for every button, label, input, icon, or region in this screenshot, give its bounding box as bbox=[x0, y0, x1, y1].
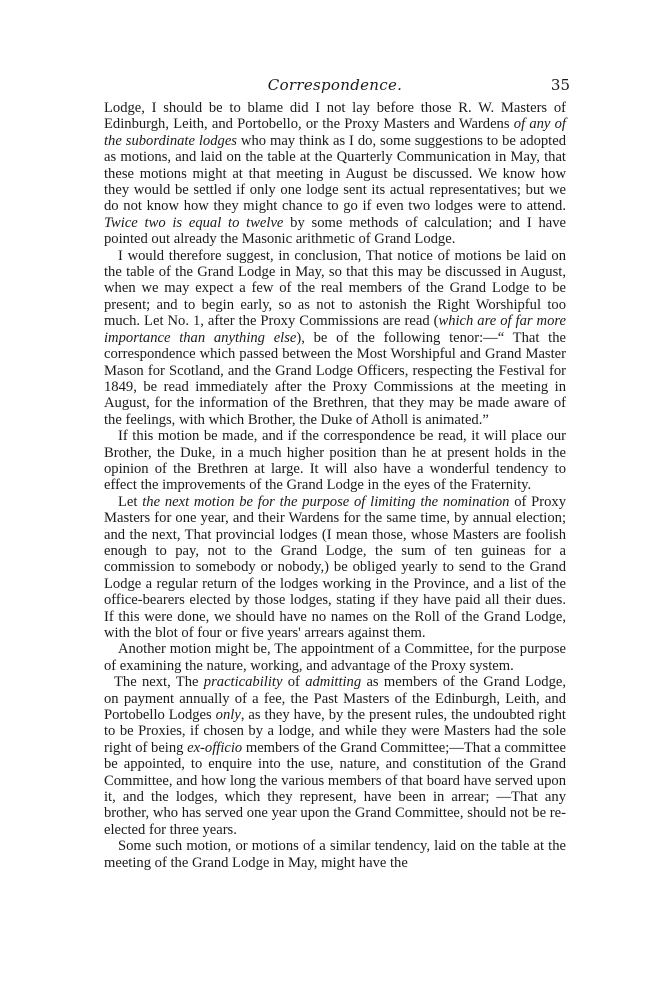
text-run: , as they have, by the present rules, the undoubted right to be Proxies, if chosen by a lodge, and while they were Masters had the sole right of being bbox=[104, 707, 566, 756]
text-run: Lodge, I should be to blame did I not lay before those R. W. Masters of Edinburgh, Leith, and Portobello, or the Proxy Masters and Wardens bbox=[104, 100, 566, 133]
paragraph bbox=[104, 494, 566, 642]
text-run: who may think as I do, some suggestions to be adopted as motions, and laid on the table at the Quarterly Communication in May, that these motions might at that meeting in August be discussed. We know how they would be settled if only one lodge sent its actual representatives; but we do not know how they might chance to go if even two lodges were to attend. bbox=[104, 132, 566, 215]
page-number: 35 bbox=[550, 76, 570, 94]
text-run: of Proxy Masters for one year, and their Wardens for the same time, by annual election; and the next, That provincial lodges (I mean those, whose Masters are foolish enough to pay, not to the Grand Lodge, the sum of ten guineas for a commission to somebody or nobody,) be obliged yearly to send to the Grand Lodge a regular return of the lodges working in the Province, and a list of the office-bearers elected by those lodges, stating if they have paid all their dues. If this were done, we should have no names on the Roll of the Grand Lodge, with the blot of four or five years' arrears against them. bbox=[104, 493, 566, 641]
text-run: of bbox=[282, 674, 306, 691]
italic-text: admitting bbox=[305, 674, 362, 691]
paragraph bbox=[104, 428, 566, 494]
italic-text: practicability bbox=[203, 674, 283, 691]
italic-text: Twice two is equal to twelve bbox=[104, 214, 284, 231]
italic-text: of any of the subordinate lodges bbox=[104, 116, 566, 149]
text-run: as members of the Grand Lodge, on payment annually of a fee, the Past Masters of the Edinburgh, Leith, and Portobello Lodges bbox=[104, 674, 566, 724]
text-run: The next, The bbox=[114, 674, 204, 691]
text-run: by some methods of calculation; and I have pointed out already the Masonic arithmetic of Grand Lodge. bbox=[104, 214, 567, 248]
paragraph bbox=[104, 100, 566, 248]
text-run: members of the Grand Committee;—That a committee be appointed, to enquire into the use, nature, and constitution of the Grand Committee, and how long the various members of that board have served upon it, and the lodges, which they represent, have been in arrear; —That any brother, who has served one year upon the Grand Committee, should not be re-elected for three years. bbox=[104, 739, 567, 838]
italic-text: ex-officio bbox=[187, 739, 243, 756]
text-run: Another motion might be, The appointment of a Committee, for the purpose of examining the nature, working, and advantage of the Proxy system. bbox=[104, 641, 566, 674]
italic-text: only bbox=[215, 707, 241, 724]
italic-text: which are of far more importance than anything else bbox=[104, 313, 567, 346]
paragraph bbox=[104, 674, 566, 838]
running-title: Correspondence. bbox=[267, 76, 403, 94]
text-run: If this motion be made, and if the correspondence be read, it will place our Brother, the Duke, in a much higher position than he at present holds in the opinion of the Brethren at large. It will also have a wonderful tendency to effect the improvements of the Grand Lodge in the eyes of the Fraternity. bbox=[104, 428, 566, 494]
paragraph bbox=[104, 838, 566, 871]
paragraph bbox=[104, 248, 566, 428]
italic-text: the next motion be for the purpose of limiting the nomination bbox=[142, 493, 510, 510]
text-run: Let bbox=[118, 493, 143, 510]
running-head bbox=[100, 76, 570, 98]
text-run: I would therefore suggest, in conclusion, That notice of motions be laid on the table of the Grand Lodge in May, so that this may be discussed in August, when we may expect a few of the real members of the Grand Lodge to be present; and to begin early, so as not to astonish the Right Worshipful too much. Let No. 1, after the Proxy Commissions are read ( bbox=[104, 247, 566, 330]
text-run: ), be of the following tenor:—“ That the correspondence which passed between the Most Worshipful and Grand Master Mason for Scotland, and the Grand Lodge Officers, respecting the Festival for 1849, be read immediately after the Proxy Commissions at the meeting in August, for the information of the Brethren, that they may be made aware of the feelings, with which Brother, the Duke of Atholl is animated.” bbox=[104, 329, 566, 428]
body-text bbox=[104, 100, 566, 871]
text-run: Some such motion, or motions of a similar tendency, laid on the table at the meeting of the Grand Lodge in May, might have the bbox=[104, 838, 566, 871]
paragraph bbox=[104, 641, 566, 674]
